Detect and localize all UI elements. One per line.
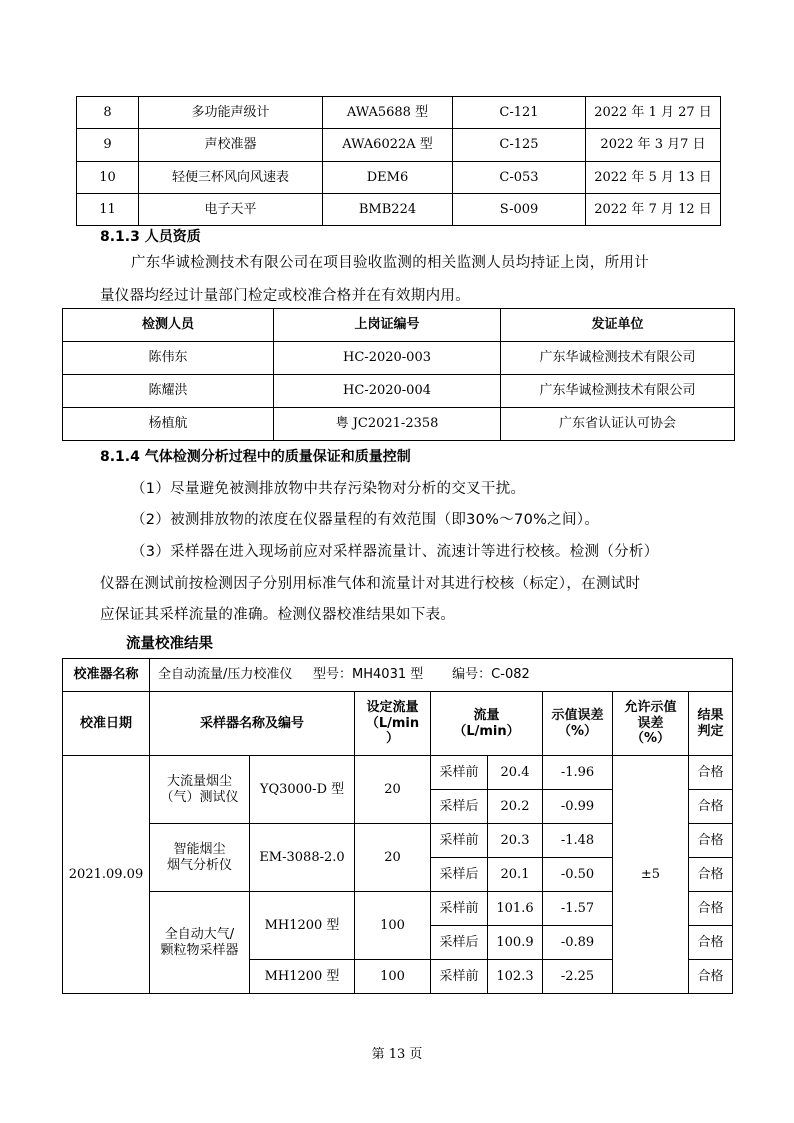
staff-table	[62, 308, 735, 441]
table-row	[77, 194, 721, 226]
cell: 2022 年 5 月 13 日	[586, 162, 721, 194]
set-flow: 100	[355, 892, 431, 960]
header-line: ）	[385, 731, 399, 747]
table-row	[63, 375, 735, 408]
table-row	[77, 162, 721, 194]
paragraph-line: （2）被测排放物的浓度在仪器量程的有效范围（即30%～70%之间）。	[131, 512, 600, 528]
column-header	[689, 692, 733, 756]
phase-label: 采样后	[431, 926, 488, 960]
name-line: 颗粒物采样器	[160, 942, 239, 958]
header-line: （%）	[557, 723, 598, 739]
flow-value: 20.3	[488, 824, 543, 858]
sampler-name	[150, 756, 250, 824]
cell: C-121	[453, 97, 586, 129]
header-line: （L/min）	[453, 723, 520, 739]
table-row	[77, 97, 721, 129]
error-value: -0.89	[543, 926, 613, 960]
name-line: 烟气分析仪	[166, 857, 232, 873]
error-value: -0.50	[543, 858, 613, 892]
sampler-model: MH1200 型	[250, 960, 355, 994]
header-line: 示值误差	[551, 707, 604, 723]
set-flow: 20	[355, 756, 431, 824]
column-header: 检测人员	[63, 309, 274, 342]
result-cell: 合格	[689, 824, 733, 858]
column-header: 采样器名称及编号	[150, 692, 355, 756]
header-line: 判定	[697, 723, 724, 739]
cell: 广东华诚检测技术有限公司	[501, 342, 735, 375]
flow-value: 100.9	[488, 926, 543, 960]
paragraph-line: 仪器在测试前按检测因子分别用标准气体和流量计对其进行校核（标定），在测试时	[100, 576, 641, 592]
table-header-row	[63, 309, 735, 342]
paragraph-line: （1）尽量避免被测排放物中共存污染物对分析的交叉干扰。	[131, 481, 526, 497]
calibrator-value: 全自动流量/压力校准仪 型号：MH4031 型 编号：C-082	[150, 659, 733, 692]
phase-label: 采样后	[431, 858, 488, 892]
paragraph-line: （3）采样器在进入现场前应对采样器流量计、流速计等进行校核。检测（分析）	[131, 544, 659, 560]
cell: AWA6022A 型	[323, 129, 453, 162]
flow-calibration-table	[62, 658, 733, 994]
cell: 广东省认证认可协会	[501, 408, 735, 441]
paragraph-line: 量仪器均经过计量部门检定或校准合格并在有效期内用。	[100, 288, 470, 304]
error-value: -1.57	[543, 892, 613, 926]
column-header: 上岗证编号	[274, 309, 501, 342]
flow-value: 101.6	[488, 892, 543, 926]
phase-label: 采样前	[431, 824, 488, 858]
phase-label: 采样前	[431, 756, 488, 790]
flow-value: 20.4	[488, 756, 543, 790]
cell: C-053	[453, 162, 586, 194]
error-value: -0.99	[543, 790, 613, 824]
header-line: 流量	[473, 707, 500, 723]
column-header	[431, 692, 543, 756]
sampler-name	[150, 824, 250, 892]
flow-value: 20.2	[488, 790, 543, 824]
cell: 10	[77, 162, 139, 194]
header-line: 误差	[637, 715, 664, 731]
paragraph-line: 应保证其采样流量的准确。检测仪器校准结果如下表。	[100, 607, 456, 623]
header-line: 结果	[697, 707, 724, 723]
cell: DEM6	[323, 162, 453, 194]
table-row	[63, 342, 735, 375]
calibrator-row	[63, 659, 733, 692]
phase-label: 采样前	[431, 892, 488, 926]
paragraph-line: 广东华诚检测技术有限公司在项目验收监测的相关监测人员均持证上岗，所用计	[131, 255, 649, 271]
cell: 2022 年 1 月 27 日	[586, 97, 721, 129]
sampler-model: MH1200 型	[250, 892, 355, 960]
cell: BMB224	[323, 194, 453, 226]
header-line: 允许示值	[624, 700, 677, 716]
table-row	[77, 129, 721, 162]
cell: 杨植航	[63, 408, 274, 441]
cell: 粤 JC2021-2358	[274, 408, 501, 441]
result-cell: 合格	[689, 790, 733, 824]
cell: AWA5688 型	[323, 97, 453, 129]
cell: HC-2020-004	[274, 375, 501, 408]
header-line: （%）	[630, 731, 671, 747]
set-flow: 20	[355, 824, 431, 892]
cell: 轻便三杯风向风速表	[139, 162, 323, 194]
section-heading: 8.1.4 气体检测分析过程中的质量保证和质量控制	[100, 449, 411, 465]
sampler-name	[150, 892, 250, 994]
flow-value: 20.1	[488, 858, 543, 892]
cell: 11	[77, 194, 139, 226]
cell: 8	[77, 97, 139, 129]
sampler-model: YQ3000-D 型	[250, 756, 355, 824]
sampler-model: EM-3088-2.0	[250, 824, 355, 892]
cell: 广东华诚检测技术有限公司	[501, 375, 735, 408]
cell: 2022 年 3 月7 日	[586, 129, 721, 162]
name-line: 全自动大气/	[164, 926, 235, 942]
date-cell: 2021.09.09	[63, 756, 150, 994]
error-value: -2.25	[543, 960, 613, 994]
error-value: -1.48	[543, 824, 613, 858]
column-header	[613, 692, 689, 756]
cell: 2022 年 7 月 12 日	[586, 194, 721, 226]
column-header: 校准日期	[63, 692, 150, 756]
name-line: 智能烟尘	[173, 841, 226, 857]
result-cell: 合格	[689, 926, 733, 960]
result-cell: 合格	[689, 892, 733, 926]
result-cell: 合格	[689, 858, 733, 892]
flow-value: 102.3	[488, 960, 543, 994]
column-header: 发证单位	[501, 309, 735, 342]
calibrator-label: 校准器名称	[63, 659, 150, 692]
instrument-table	[76, 96, 721, 226]
page-number: 第 13 页	[371, 1047, 423, 1062]
cell: 多功能声级计	[139, 97, 323, 129]
header-line: （L/min	[365, 715, 420, 731]
table-header-row	[63, 692, 733, 756]
table-row	[63, 408, 735, 441]
cell: C-125	[453, 129, 586, 162]
section-heading: 8.1.3 人员资质	[100, 229, 201, 245]
cell: 陈耀洪	[63, 375, 274, 408]
cell: S-009	[453, 194, 586, 226]
name-line: 大流量烟尘	[166, 773, 232, 789]
header-line: 设定流量	[366, 700, 419, 716]
column-header	[355, 692, 431, 756]
result-cell: 合格	[689, 960, 733, 994]
column-header	[543, 692, 613, 756]
name-line: （气）测试仪	[160, 789, 239, 805]
cell: 陈伟东	[63, 342, 274, 375]
table-row	[63, 756, 733, 790]
cell: 9	[77, 129, 139, 162]
cell: 声校准器	[139, 129, 323, 162]
set-flow: 100	[355, 960, 431, 994]
error-value: -1.96	[543, 756, 613, 790]
allowed-error: ±5	[613, 756, 689, 994]
phase-label: 采样前	[431, 960, 488, 994]
result-cell: 合格	[689, 756, 733, 790]
cell: HC-2020-003	[274, 342, 501, 375]
cell: 电子天平	[139, 194, 323, 226]
phase-label: 采样后	[431, 790, 488, 824]
table-title: 流量校准结果	[126, 636, 213, 652]
